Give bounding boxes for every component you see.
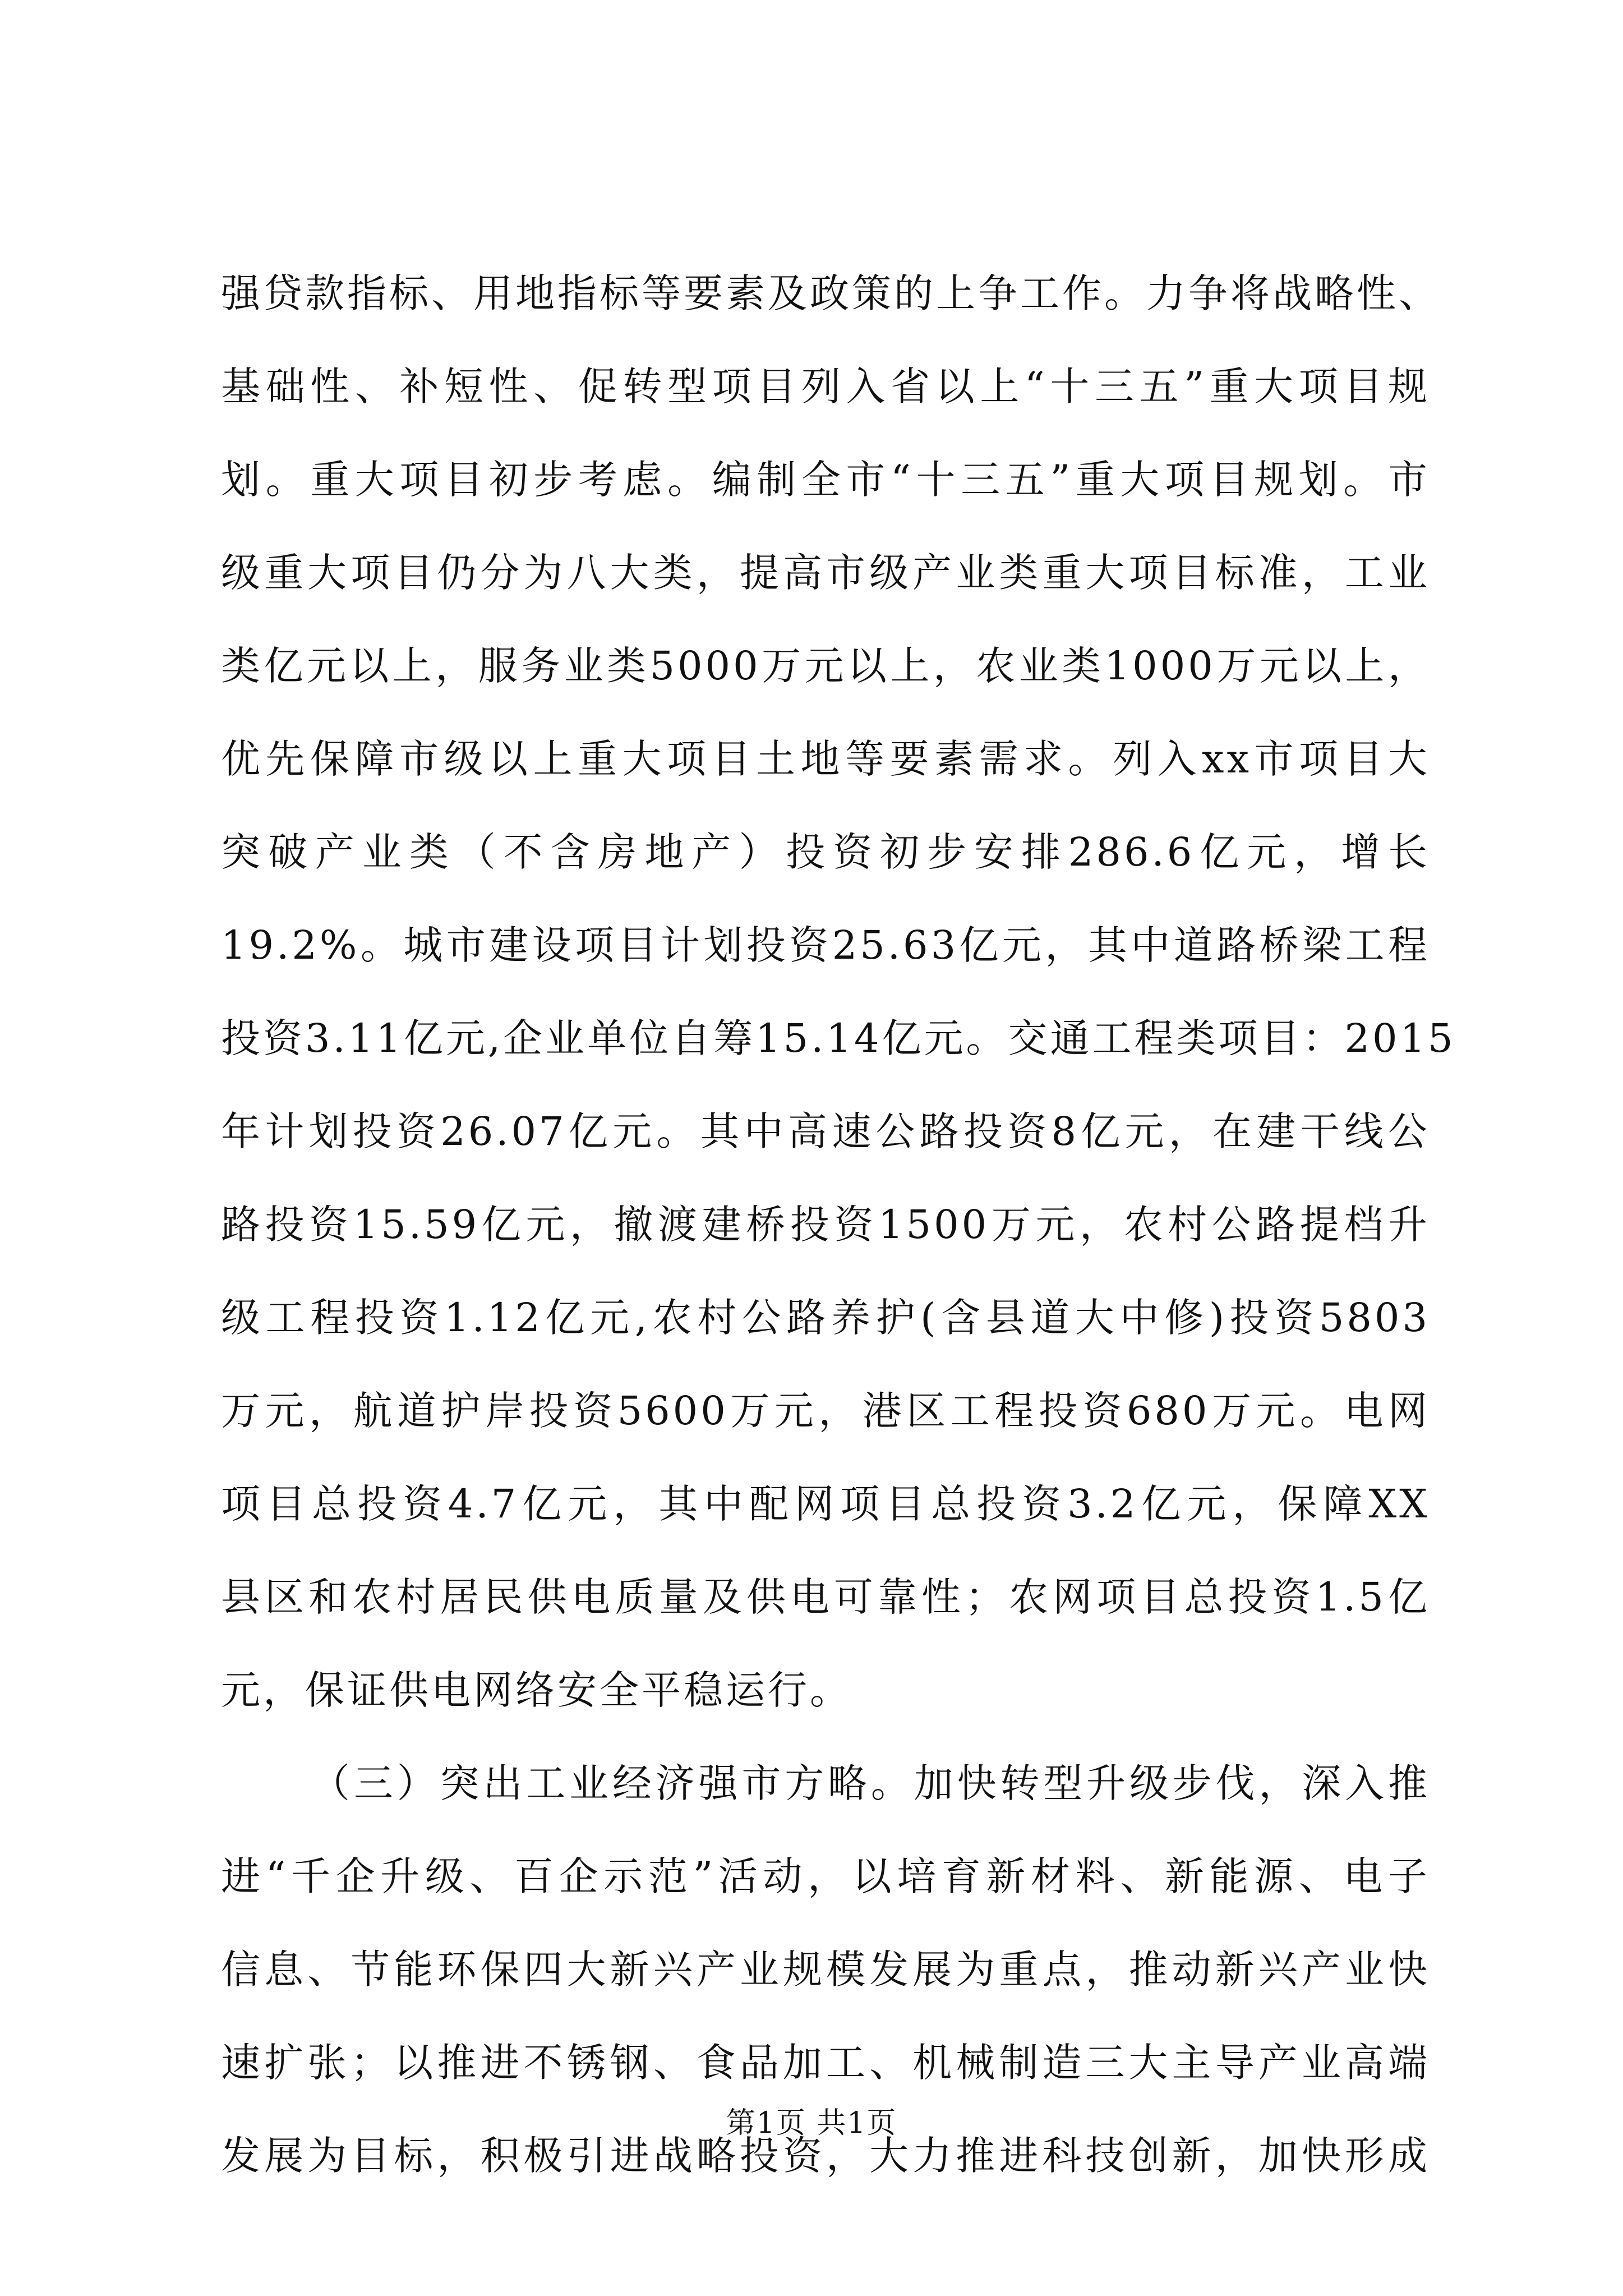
text-line: 突破产业类（不含房地产）投资初步安排286.6亿元，增长 [221,829,1430,875]
text-line: 信息、节能环保四大新兴产业规模发展为重点，推动新兴产业快 [221,1947,1430,1993]
text-line: 速扩张；以推进不锈钢、食品加工、机械制造三大主导产业高端 [221,2040,1430,2086]
text-line: 强贷款指标、用地指标等要素及政策的上争工作。力争将战略性、 [221,270,1441,316]
text-line: （三）突出工业经济强市方略。加快转型升级步伐，深入推 [311,1760,1430,1806]
text-line: 项目总投资4.7亿元，其中配网项目总投资3.2亿元，保障XX [221,1481,1430,1527]
text-line: 年计划投资26.07亿元。其中高速公路投资8亿元，在建干线公 [221,1108,1430,1154]
text-line: 县区和农村居民供电质量及供电可靠性；农网项目总投资1.5亿 [221,1574,1430,1620]
text-line: 万元，航道护岸投资5600万元，港区工程投资680万元。电网 [221,1388,1430,1434]
text-line: 路投资15.59亿元，撤渡建桥投资1500万元，农村公路提档升 [221,1202,1430,1248]
text-line: 投资3.11亿元,企业单位自筹15.14亿元。交通工程类项目：2015 [221,1015,1456,1061]
page-footer [0,2104,1623,2143]
text-line: 类亿元以上，服务业类5000万元以上，农业类1000万元以上， [221,643,1430,689]
text-line: 级工程投资1.12亿元,农村公路养护(含县道大中修)投资5803 [221,1295,1430,1341]
text-line: 基础性、补短性、促转型项目列入省以上“十三五”重大项目规 [221,364,1430,409]
paragraph-1 [221,247,1456,1737]
page-number-label: 第1页 共1页 [726,2106,897,2140]
document-body [221,247,1456,2202]
text-line: 元，保证供电网络安全平稳运行。 [221,1667,852,1713]
text-line: 进“千企升级、百企示范”活动，以培育新材料、新能源、电子 [221,1853,1430,1899]
text-line: 19.2%。城市建设项目计划投资25.63亿元，其中道路桥梁工程 [221,922,1430,968]
text-line: 级重大项目仍分为八大类，提高市级产业类重大项目标准，工业 [221,550,1430,596]
text-line: 发展为目标，积极引进战略投资，大力推进科技创新，加快形成 [221,2133,1430,2179]
text-line: 优先保障市级以上重大项目土地等要素需求。列入xx市项目大 [221,736,1430,782]
text-line: 划。重大项目初步考虑。编制全市“十三五”重大项目规划。市 [221,457,1430,503]
